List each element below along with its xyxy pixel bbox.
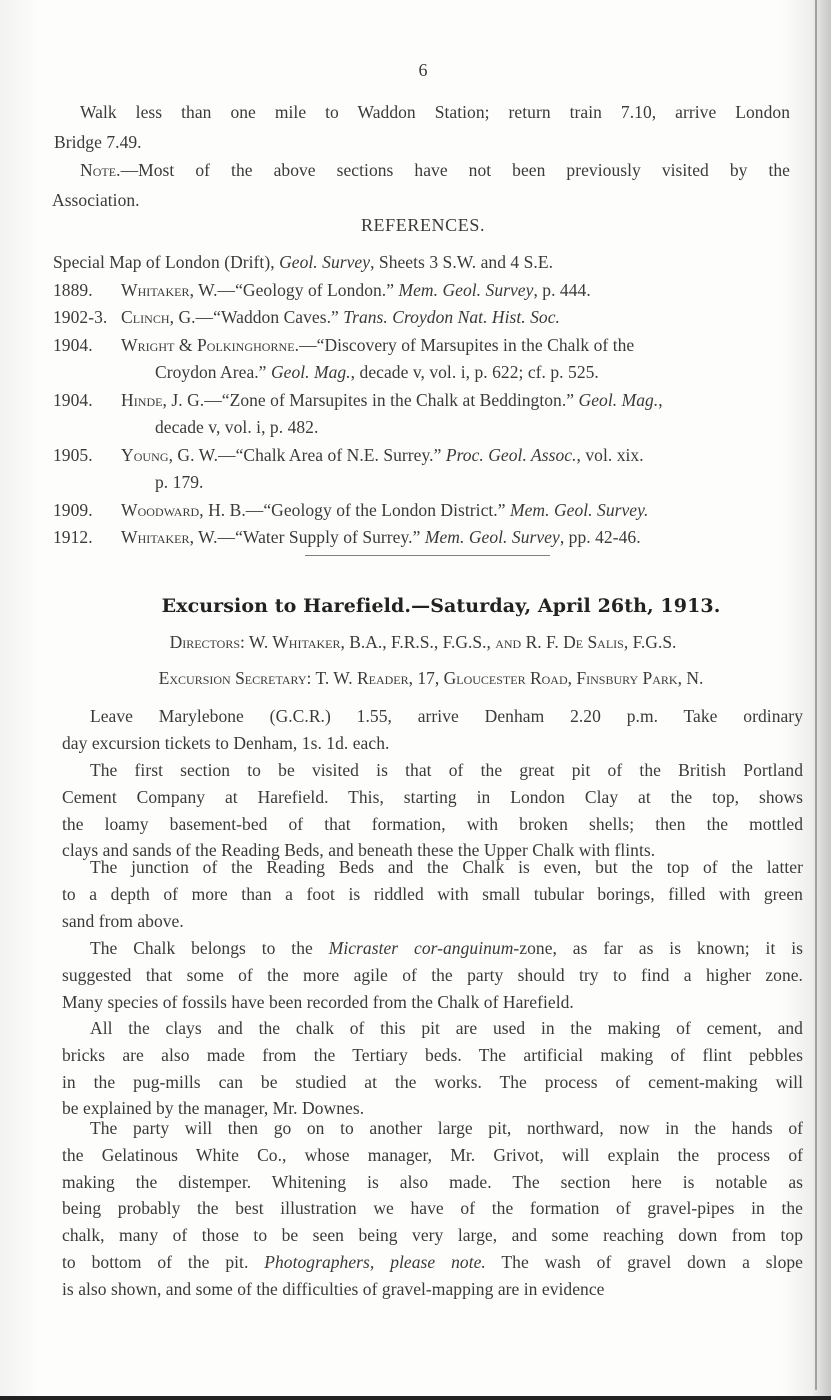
reference-line — [53, 445, 644, 466]
italic-phrase: Photographers, please note. — [264, 1252, 486, 1272]
paragraph-line — [62, 1145, 803, 1166]
reference-text: , — [658, 390, 663, 410]
paragraph-text: The party will then go on to another large pit, northward, now in the hands of — [90, 1118, 803, 1138]
section-divider — [305, 555, 550, 556]
book-gutter — [815, 0, 817, 1390]
reference-year: 1889. — [53, 280, 93, 300]
paragraph-line — [90, 1118, 803, 1139]
paragraph-line — [90, 760, 803, 781]
paragraph-text: bricks are also made from the Tertiary beds. The artificial making of flint pebbles — [62, 1044, 803, 1065]
secretary-text: : T. W. Reader, 17, Gloucester Road, Finsbury Park, N. — [306, 668, 704, 688]
reference-line — [155, 472, 203, 493]
reference-citation: Geol. Mag. — [270, 362, 351, 382]
paragraph-text: Many species of fossils have been recorded from the Chalk of Harefield. — [62, 991, 574, 1012]
excursion-title: Excursion to Harefield.—Saturday, April 26th, 1913. — [161, 595, 721, 617]
reference-text: , vol. xix. — [576, 445, 644, 465]
paragraph-text: to bottom of the pit. — [62, 1252, 265, 1272]
intro-line-2: Bridge 7.49. — [54, 132, 142, 152]
paragraph-text: suggested that some of the more agile of the party should try to find a higher zone. — [62, 964, 803, 985]
reference-line — [53, 527, 641, 548]
paragraph-text: to a depth of more than a foot is riddled with small tubular borings, filled with green — [62, 883, 803, 904]
paragraph-line — [62, 1172, 803, 1193]
note-line-2: Association. — [52, 190, 140, 210]
paragraph-line — [62, 965, 803, 986]
reference-text: , pp. 42-46. — [559, 527, 641, 547]
paragraph-line — [90, 938, 803, 959]
reference-line — [155, 417, 318, 438]
paragraph-line — [62, 787, 803, 808]
paragraph-line — [62, 1198, 803, 1219]
reference-text: , J. G.—“Zone of Marsupites in the Chalk at Beddington.” — [162, 390, 579, 410]
reference-line — [53, 500, 648, 521]
paragraph-line — [62, 884, 803, 905]
reference-author: Wright & Polkinghorne — [121, 335, 295, 355]
reference-text: , H. B.—“Geology of the London District.” — [199, 500, 510, 520]
reference-citation: Mem. Geol. Survey — [424, 527, 560, 547]
reference-text: , decade v, vol. i, p. 622; cf. p. 525. — [350, 362, 599, 382]
paragraph-line — [90, 1018, 803, 1039]
paragraph-line — [62, 911, 184, 932]
paragraph-text: The Chalk belongs to the — [90, 938, 329, 958]
reference-text: , W.—“Water Supply of Surrey.” — [189, 527, 425, 547]
reference-author: Whitaker — [121, 527, 190, 547]
reference-citation: Trans. Croydon Nat. Hist. Soc. — [343, 307, 560, 327]
reference-citation: Mem. Geol. Survey — [398, 280, 534, 300]
paragraph-line — [62, 814, 803, 835]
reference-line — [53, 335, 634, 356]
reference-text: , p. 444. — [533, 280, 591, 300]
directors-label: Directors — [169, 632, 240, 652]
reference-text: Croydon Area.” — [155, 362, 271, 382]
reference-year: 1904. — [53, 335, 93, 355]
paragraph-text: chalk, many of those to be seen being very large, and some reaching down from top — [62, 1225, 803, 1246]
paragraph-text: clays and sands of the Reading Beds, and beneath these the Upper Chalk with flints. — [62, 840, 656, 861]
paragraph-text: being probably the best illustration we have of the formation of gravel-pipes in the — [62, 1198, 803, 1219]
reference-citation: Proc. Geol. Assoc. — [445, 445, 577, 465]
paragraph-line — [62, 1072, 803, 1093]
reference-line — [53, 390, 663, 411]
paragraph-text: The first section to be visited is that of the great pit of the British Portland — [90, 760, 803, 780]
paragraph-line — [62, 1225, 803, 1246]
reference-text: , Sheets 3 S.W. and 4 S.E. — [370, 252, 554, 272]
reference-year: 1912. — [53, 527, 93, 547]
reference-line — [53, 280, 591, 301]
paragraph-text: is also shown, and some of the difficulties of gravel-mapping are in evidence — [62, 1278, 605, 1299]
reference-author: Woodward — [121, 500, 200, 520]
italic-phrase: Micraster cor-anguinum — [328, 938, 514, 958]
reference-year: 1902-3. — [53, 307, 108, 327]
references-heading: REFERENCES. — [360, 215, 486, 235]
paragraph-text: -zone, as far as is known; it is — [513, 938, 803, 958]
paragraph-text: day excursion tickets to Denham, 1s. 1d. each. — [62, 732, 390, 753]
paragraph-text: in the pug-mills can be studied at the works. The process of cement-making will — [62, 1071, 803, 1092]
paragraph-text: Cement Company at Harefield. This, starting in London Clay at the top, shows — [62, 786, 803, 807]
paragraph-text: The junction of the Reading Beds and the Chalk is even, but the top of the latter — [90, 857, 803, 877]
reference-author: Whitaker — [121, 280, 190, 300]
paragraph-line — [90, 706, 803, 727]
reference-text: decade v, vol. i, p. 482. — [155, 417, 319, 437]
reference-citation: Mem. Geol. Survey. — [509, 500, 649, 520]
paragraph-text: the loamy basement-bed of that formation, with broken shells; then the mottled — [62, 813, 803, 834]
reference-citation: Geol. Mag. — [578, 390, 659, 410]
paragraph-line — [90, 857, 803, 878]
paragraph-line — [62, 992, 574, 1013]
reference-year: 1909. — [53, 500, 93, 520]
intro-line-1: Walk less than one mile to Waddon Station; return train 7.10, arrive London — [80, 102, 790, 122]
reference-author: Young — [121, 445, 169, 465]
reference-line — [53, 252, 553, 273]
note-label: Note. — [80, 160, 121, 180]
page-number: 6 — [418, 60, 428, 80]
reference-line — [155, 362, 599, 383]
paragraph-line — [62, 1098, 364, 1119]
paragraph-text: Leave Marylebone (G.C.R.) 1.55, arrive Denham 2.20 p.m. Take ordinary — [90, 706, 803, 726]
reference-line — [53, 307, 560, 328]
reference-text: , G.—“Waddon Caves.” — [169, 307, 344, 327]
paragraph-line — [62, 1045, 803, 1066]
paragraph-line — [62, 1252, 803, 1273]
reference-text: , G. W.—“Chalk Area of N.E. Surrey.” — [168, 445, 446, 465]
scan-edge — [0, 1396, 831, 1400]
paragraph-line — [62, 733, 389, 754]
paragraph-text: The wash of gravel down a slope — [485, 1252, 803, 1272]
reference-year: 1904. — [53, 390, 93, 410]
reference-text: .—“Discovery of Marsupites in the Chalk of the — [294, 335, 635, 355]
paragraph-line — [62, 1279, 604, 1300]
secretary-label: Excursion Secretary — [158, 668, 307, 688]
paragraph-text: be explained by the manager, Mr. Downes. — [62, 1098, 365, 1119]
paragraph-text: the Gelatinous White Co., whose manager, Mr. Grivot, will explain the process of — [62, 1144, 803, 1165]
paragraph-text: All the clays and the chalk of this pit are used in the making of cement, and — [90, 1018, 803, 1038]
reference-text: , W.—“Geology of London.” — [189, 280, 399, 300]
reference-text: Special Map of London (Drift), — [53, 252, 280, 272]
paragraph-text: sand from above. — [62, 910, 184, 931]
secretary-line — [0, 668, 831, 689]
paragraph-text: making the distemper. Whitening is also made. The section here is notable as — [62, 1171, 803, 1192]
reference-text: p. 179. — [155, 472, 204, 492]
note-line-1: Note.—Most of the above sections have not been previously visited by the — [80, 160, 790, 180]
reference-year: 1905. — [53, 445, 93, 465]
directors-line — [0, 632, 831, 653]
reference-citation: Geol. Survey — [279, 252, 371, 272]
directors-text: : W. Whitaker, B.A., F.R.S., F.G.S., and R. F. De Salis, F.G.S. — [240, 632, 677, 652]
reference-author: Hinde — [121, 390, 163, 410]
reference-author: Clinch — [121, 307, 170, 327]
